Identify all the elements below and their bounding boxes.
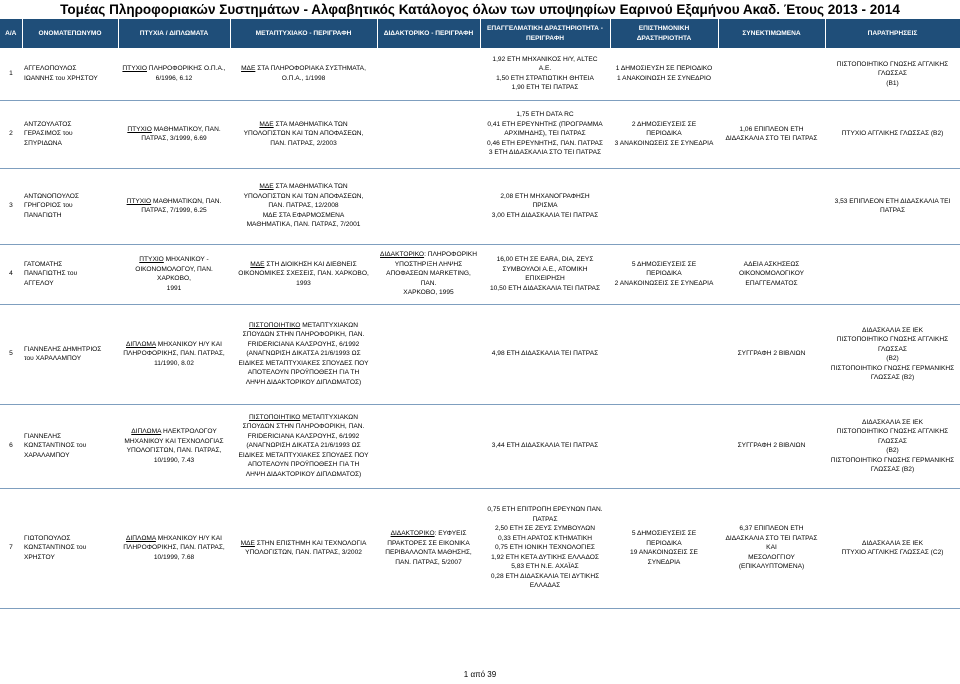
cell-professional	[480, 100, 610, 168]
degree-line: 10/1999, 7.68	[153, 553, 195, 561]
name-line: ΑΓΓΕΛΟΥ	[24, 279, 54, 287]
scientific-line: 3 ΑΝΑΚΟΙΝΩΣΕΙΣ ΣΕ ΣΥΝΕΔΡΙΑ	[614, 139, 714, 147]
cell-professional	[480, 168, 610, 244]
professional-line: 0,75 ΕΤΗ ΙΟΝΙΚΗ ΤΕΧΝΟΛΟΓΙΕΣ	[494, 544, 596, 552]
degree-line: ΜΗΧΑΝΙΚΟΥ ΚΑΙ ΤΕΧΝΟΛΟΓΙΑΣ	[124, 437, 224, 445]
phd-type: ΔΙΔΑΚΤΟΡΙΚΟ	[390, 530, 435, 537]
scientific-line: ΠΕΡΙΟΔΙΚΑ	[646, 130, 682, 138]
header-row	[0, 19, 960, 48]
masters-type: ΠΙΣΤΟΠΟΙΗΤΙΚΟ	[249, 413, 301, 421]
masters-text: ΜΕΤΑΠΤΥΧΙΑΚΩΝ	[300, 321, 358, 329]
masters-line: ΕΙΔΙΚΕΣ ΜΕΤΑΠΤΥΧΙΑΚΕΣ ΣΠΟΥΔΕΣ ΠΟΥ	[238, 359, 369, 367]
scientific-line: 19 ΑΝΑΚΟΙΝΩΣΕΙΣ ΣΕ	[630, 549, 698, 556]
masters-line: ΠΑΝ. ΠΑΤΡΑΣ, 2/2003	[270, 139, 337, 147]
professional-line: 4,98 ΕΤΗ ΔΙΔΑΣΚΑΛΙΑ ΤΕΙ ΠΑΤΡΑΣ	[491, 350, 599, 358]
table-row	[0, 168, 960, 244]
considered-line: ΔΙΔΑΣΚΑΛΙΑ ΣΤΟ ΤΕΙ ΠΑΤΡΑΣ ΚΑΙ	[725, 534, 818, 552]
remarks-line: ΔΙΔΑΣΚΑΛΙΑ ΣΕ ΙΕΚ	[862, 539, 923, 547]
masters-line	[232, 120, 375, 130]
masters-line: ΥΠΟΛΟΓΙΣΤΩΝ ΚΑΙ ΤΩΝ ΑΠΟΦΑΣΕΩΝ,	[243, 192, 364, 200]
cell-phd	[377, 100, 480, 168]
professional-line: Α.Ε.	[538, 65, 552, 73]
degree-line: 6/1996, 6.12	[155, 74, 193, 82]
considered-line: ΜΕΣΟΛΟΓΓΙΟΥ	[748, 553, 795, 561]
masters-line	[232, 64, 375, 74]
considered-line: ΟΙΚΟΝΟΜΟΛΟΓΙΚΟΥ	[738, 270, 805, 278]
cell-scientific	[610, 404, 718, 488]
phd-text: : ΕΥΦΥΕΙΣ	[434, 530, 467, 537]
name-line: του ΧΑΡΑΛΑΜΠΟΥ	[24, 355, 82, 362]
cell-scientific	[610, 488, 718, 608]
professional-line: 0,75 ΕΤΗ ΕΠΙΤΡΟΠΗ ΕΡΕΥΝΩΝ ΠΑΝ.	[487, 506, 603, 514]
cell-considered	[718, 168, 825, 244]
cell-remarks	[825, 404, 960, 488]
cell-professional	[480, 404, 610, 488]
remarks-line: 3,53 ΕΠΙΠΛΕΟΝ ΕΤΗ ΔΙΔΑΣΚΑΛΙΑ ΤΕΙ ΠΑΤΡΑΣ	[834, 197, 951, 214]
considered-line: ΣΥΓΓΡΑΦΗ 2 ΒΙΒΛΙΩΝ	[737, 442, 806, 450]
name-line: ΓΕΡΑΣΙΜΟΣ του	[24, 130, 73, 138]
scientific-line: ΣΥΝΕΔΡΙΑ	[647, 558, 681, 566]
scientific-line: 5 ΔΗΜΟΣΙΕΥΣΕΙΣ ΣΕ	[631, 530, 697, 537]
masters-line: ΑΠΟΤΕΛΟΥΝ ΠΡΟΫΠΟΘΕΣΗ ΓΙΑ ΤΗ	[247, 461, 360, 469]
cell-considered	[718, 100, 825, 168]
cell-degree	[118, 404, 230, 488]
degree-type: ΠΤΥΧΙΟ	[127, 125, 152, 133]
cell-phd	[377, 304, 480, 404]
cell-index: 2	[0, 100, 22, 168]
scientific-line: ΠΕΡΙΟΔΙΚΑ	[646, 539, 682, 547]
cell-considered	[718, 244, 825, 304]
scientific-line: 1 ΔΗΜΟΣΙΕΥΣΗ ΣΕ ΠΕΡΙΟΔΙΚΟ	[615, 65, 713, 73]
phd-line	[379, 529, 478, 539]
name-line: ΑΝΤΖΟΥΛΑΤΟΣ	[24, 120, 72, 128]
considered-line: 1,06 ΕΠΙΠΛΕΟΝ ΕΤΗ	[739, 125, 804, 133]
considered-line: ΑΔΕΙΑ ΑΣΚΗΣΕΩΣ	[743, 260, 800, 268]
degree-line: 1991	[166, 284, 182, 292]
cell-remarks	[825, 304, 960, 404]
cell-index: 4	[0, 244, 22, 304]
remarks-line: ΠΙΣΤΟΠΟΙΗΤΙΚΟ ΓΝΩΣΗΣ ΑΓΓΛΙΚΗΣ ΓΛΩΣΣΑΣ	[836, 428, 949, 445]
header-cell: ΟΝΟΜΑΤΕΠΩΝΥΜΟ	[22, 19, 118, 48]
degree-text: ΜΑΘΗΜΑΤΙΚΟΥ, ΠΑΝ.	[151, 125, 221, 133]
professional-line: 0,28 ΕΤΗ ΔΙΔΑΣΚΑΛΙΑ ΤΕΙ ΔΥΤΙΚΗΣ	[490, 572, 600, 580]
degree-text: ΜΗΧΑΝΙΚΟΥ Η/Υ ΚΑΙ	[155, 340, 222, 348]
header-cell: Α/Α	[0, 19, 22, 48]
masters-line: ΕΙΔΙΚΕΣ ΜΕΤΑΠΤΥΧΙΑΚΕΣ ΣΠΟΥΔΕΣ ΠΟΥ	[238, 451, 369, 459]
name-line: ΑΝΤΩΝΟΠΟΥΛΟΣ	[24, 192, 79, 200]
masters-line	[232, 539, 375, 549]
professional-line: 3,44 ΕΤΗ ΔΙΔΑΣΚΑΛΙΑ ΤΕΙ ΠΑΤΡΑΣ	[491, 442, 599, 450]
masters-text: ΣΤΗ ΔΙΟΙΚΗΣΗ ΚΑΙ ΔΙΕΘΝΕΙΣ	[264, 260, 357, 268]
masters-line: ΣΠΟΥΔΩΝ ΣΤΗΝ ΠΛΗΡΟΦΟΡΙΚΗ, ΠΑΝ.	[242, 423, 365, 431]
header-cell: ΣΥΝΕΚΤΙΜΩΜΕΝΑ	[718, 19, 825, 48]
masters-line: FRIDERICIANA ΚΑΛΣΡΟΥΗΣ, 6/1992	[247, 340, 360, 348]
masters-line	[232, 182, 375, 192]
degree-line: 11/1990, 8.02	[154, 359, 194, 367]
cell-phd	[377, 168, 480, 244]
masters-type: ΜΔΕ	[241, 65, 256, 73]
masters-type: ΜΔΕ	[250, 260, 265, 268]
masters-line: ΥΠΟΛΟΓΙΣΤΩΝ ΚΑΙ ΤΩΝ ΑΠΟΦΑΣΕΩΝ,	[243, 130, 364, 138]
name-line: ΓΙΑΝΝΕΛΗΣ ΔΗΜΗΤΡΙΟΣ	[24, 345, 102, 353]
cell-scientific	[610, 304, 718, 404]
degree-text: ΗΛΕΚΤΡΟΛΟΓΟΥ	[161, 428, 217, 435]
cell-index: 3	[0, 168, 22, 244]
cell-masters	[230, 244, 377, 304]
masters-line: ΠΑΝ. ΠΑΤΡΑΣ, 12/2008	[268, 202, 339, 210]
phd-line: ΠΑΝ. ΠΑΤΡΑΣ, 5/2007	[395, 558, 462, 566]
professional-line: 10,50 ΕΤΗ ΔΙΔΑΣΚΑΛΙΑ ΤΕΙ ΠΑΤΡΑΣ	[489, 284, 601, 292]
professional-line: 2,08 ΕΤΗ ΜΗΧΑΝΟΓΡΑΦΗΣΗ	[500, 192, 590, 200]
cell-remarks	[825, 488, 960, 608]
candidates-table	[0, 19, 960, 609]
cell-professional	[480, 488, 610, 608]
considered-line: ΕΠΑΓΓΕΛΜΑΤΟΣ	[745, 279, 798, 287]
cell-degree	[118, 304, 230, 404]
degree-text: ΜΗΧΑΝΙΚΟΥ -	[163, 256, 209, 263]
cell-remarks	[825, 244, 960, 304]
name-line: ΠΑΝΑΓΙΩΤΗ	[24, 211, 62, 219]
cell-name	[22, 404, 118, 488]
masters-line	[232, 260, 375, 270]
degree-line: ΠΑΤΡΑΣ, 3/1999, 6.69	[141, 135, 207, 142]
cell-professional	[480, 48, 610, 100]
degree-type: ΔΙΠΛΩΜΑ	[126, 534, 156, 542]
cell-considered	[718, 404, 825, 488]
phd-type: ΔΙΔΑΚΤΟΡΙΚΟ	[380, 251, 425, 259]
masters-text: ΣΤΑ ΠΛΗΡΟΦΟΡΙΑΚΑ ΣΥΣΤΗΜΑΤΑ,	[255, 65, 366, 73]
remarks-line: (Β1)	[886, 79, 899, 87]
page-title: Τομέας Πληροφοριακών Συστημάτων - Αλφαβητικός Κατάλογος όλων των υποψηφίων Εαρινού Εξαμήνου Ακαδ. Έτους 2013 - 2014	[60, 2, 900, 17]
cell-degree	[118, 244, 230, 304]
phd-line	[379, 250, 478, 260]
masters-line: ΜΔΕ ΣΤΑ ΕΦΑΡΜΟΣΜΕΝΑ	[262, 211, 345, 219]
degree-type: ΠΤΥΧΙΟ	[122, 65, 147, 73]
considered-line: (ΕΠΙΚΑΛΥΠΤΟΜΕΝΑ)	[738, 563, 805, 571]
professional-line: 1,75 ΕΤΗ DATA RC	[516, 111, 574, 119]
professional-line: 3 ΕΤΗ ΔΙΔΑΣΚΑΛΙΑ ΣΤΟ ΤΕΙ ΠΑΤΡΑΣ	[488, 149, 602, 157]
professional-line: 1,50 ΕΤΗ ΣΤΡΑΤΙΩΤΙΚΗ ΘΗΤΕΙΑ	[496, 74, 594, 82]
cell-masters	[230, 488, 377, 608]
cell-phd	[377, 244, 480, 304]
degree-line	[120, 125, 228, 135]
scientific-line: 2 ΑΝΑΚΟΙΝΩΣΕΙΣ ΣΕ ΣΥΝΕΔΡΙΑ	[614, 279, 714, 287]
professional-line: 1,92 ΕΤΗ ΚΕΤΑ ΔΥΤΙΚΗΣ ΕΛΛΑΔΟΣ	[491, 553, 599, 561]
name-line: ΑΓΓΕΛΟΠΟΥΛΟΣ	[24, 65, 77, 73]
degree-line	[120, 197, 228, 207]
name-line: ΠΑΝΑΓΙΩΤΗΣ του	[24, 270, 78, 278]
masters-line: 1993	[296, 279, 311, 287]
professional-line: 1,92 ΕΤΗ ΜΗΧΑΝΙΚΟΣ Η/Υ, ALTEC	[492, 55, 598, 63]
masters-line: ΜΑΘΗΜΑΤΙΚΑ, ΠΑΝ. ΠΑΤΡΑΣ, 7/2001	[246, 221, 361, 229]
cell-professional	[480, 244, 610, 304]
degree-text: ΜΑΘΗΜΑΤΙΚΩΝ, ΠΑΝ.	[151, 197, 222, 205]
cell-masters	[230, 100, 377, 168]
cell-name	[22, 304, 118, 404]
name-line: ΧΑΡΑΛΑΜΠΟΥ	[24, 451, 70, 459]
cell-scientific	[610, 48, 718, 100]
name-line: ΣΠΥΡΙΔΩΝΑ	[24, 139, 62, 147]
considered-line: ΔΙΔΑΣΚΑΛΙΑ ΣΤΟ ΤΕΙ ΠΑΤΡΑΣ	[725, 135, 818, 142]
cell-masters	[230, 48, 377, 100]
degree-type: ΔΙΠΛΩΜΑ	[131, 428, 162, 435]
degree-line: ΠΛΗΡΟΦΟΡΙΚΗΣ, ΠΑΝ. ΠΑΤΡΑΣ,	[123, 350, 225, 358]
cell-scientific	[610, 168, 718, 244]
professional-line: 5,83 ΕΤΗ Ν.Ε. ΑΧΑΪΑΣ	[511, 563, 579, 571]
degree-line	[120, 427, 228, 437]
name-line: ΙΩΑΝΝΗΣ του ΧΡΗΣΤΟΥ	[24, 74, 98, 82]
name-line: ΚΩΝΣΤΑΝΤΙΝΟΣ του	[24, 442, 87, 450]
professional-line: ΠΡΙΣΜΑ	[532, 202, 558, 210]
cell-considered	[718, 48, 825, 100]
masters-line: (ΑΝΑΓΝΩΡΙΣΗ ΔΙΚΑΤΣΑ 21/6/1993 ΩΣ	[246, 350, 361, 358]
remarks-line: ΔΙΔΑΣΚΑΛΙΑ ΣΕ ΙΕΚ	[862, 326, 923, 334]
remarks-line: (Β2)	[886, 355, 899, 362]
cell-scientific	[610, 244, 718, 304]
degree-type: ΔΙΠΛΩΜΑ	[126, 340, 156, 348]
degree-line	[120, 534, 228, 544]
cell-index: 1	[0, 48, 22, 100]
masters-text: ΣΤΗΝ ΕΠΙΣΤΗΜΗ ΚΑΙ ΤΕΧΝΟΛΟΓΙΑ	[254, 539, 367, 547]
masters-type: ΜΔΕ	[240, 539, 255, 547]
professional-line: ΠΑΤΡΑΣ	[532, 515, 558, 523]
degree-line: 10/1990, 7.43	[153, 456, 195, 464]
scientific-line: ΠΕΡΙΟΔΙΚΑ	[646, 270, 682, 278]
remarks-line: ΠΙΣΤΟΠΟΙΗΤΙΚΟ ΓΝΩΣΗΣ ΑΓΓΛΙΚΗΣ ΓΛΩΣΣΑΣ	[836, 336, 949, 353]
masters-line	[232, 413, 375, 423]
degree-line: ΟΙΚΟΝΟΜΟΛΟΓΟΥ, ΠΑΝ. ΧΑΡΚΟΒΟ,	[135, 265, 213, 282]
remarks-line: ΠΤΥΧΙΟ ΑΓΓΛΙΚΗΣ ΓΛΩΣΣΑΣ (C2)	[841, 549, 944, 556]
professional-line: 0,46 ΕΤΗ ΕΡΕΥΝΗΤΗΣ, ΠΑΝ. ΠΑΤΡΑΣ	[487, 139, 603, 147]
professional-line: 3,00 ΕΤΗ ΔΙΔΑΣΚΑΛΙΑ ΤΕΙ ΠΑΤΡΑΣ	[491, 211, 599, 219]
considered-line: 6,37 ΕΠΙΠΛΕΟΝ ΕΤΗ	[739, 525, 804, 533]
remarks-line: ΔΙΔΑΣΚΑΛΙΑ ΣΕ ΙΕΚ	[862, 418, 923, 426]
masters-text: ΣΤΑ ΜΑΘΗΜΑΤΙΚΑ ΤΩΝ	[273, 120, 348, 128]
cell-index: 6	[0, 404, 22, 488]
degree-line	[120, 340, 228, 350]
cell-remarks	[825, 100, 960, 168]
cell-name	[22, 100, 118, 168]
cell-remarks	[825, 48, 960, 100]
table-row	[0, 404, 960, 488]
table-row	[0, 488, 960, 608]
cell-name	[22, 48, 118, 100]
professional-line: ΕΛΛΑΔΑΣ	[529, 582, 561, 590]
cell-considered	[718, 488, 825, 608]
phd-line: ΧΑΡΚΟΒΟ, 1995	[403, 289, 454, 297]
remarks-line: ΠΤΥΧΙΟ ΑΓΓΛΙΚΗΣ ΓΛΩΣΣΑΣ (Β2)	[841, 130, 944, 138]
degree-type: ΠΤΥΧΙΟ	[126, 197, 152, 205]
professional-line: 1,90 ΕΤΗ ΤΕΙ ΠΑΤΡΑΣ	[511, 84, 579, 92]
cell-phd	[377, 404, 480, 488]
cell-phd	[377, 488, 480, 608]
page-number: 1 από 39	[463, 670, 497, 679]
masters-text: ΜΕΤΑΠΤΥΧΙΑΚΩΝ	[300, 413, 358, 421]
remarks-line: ΓΛΩΣΣΑΣ (Β2)	[870, 466, 915, 473]
scientific-line: 5 ΔΗΜΟΣΙΕΥΣΕΙΣ ΣΕ	[631, 260, 697, 268]
header-cell: ΔΙΔΑΚΤΟΡΙΚΟ - ΠΕΡΙΓΡΑΦΗ	[377, 19, 480, 48]
table-row	[0, 244, 960, 304]
cell-considered	[718, 304, 825, 404]
remarks-line: ΠΙΣΤΟΠΟΙΗΤΙΚΟ ΓΝΩΣΗΣ ΑΓΓΛΙΚΗΣ ΓΛΩΣΣΑΣ	[836, 60, 949, 77]
masters-type: ΜΔΕ	[259, 120, 274, 128]
professional-line: ΑΡΧΙΜΗΔΗΣ), ΤΕΙ ΠΑΤΡΑΣ	[504, 130, 586, 138]
considered-line: ΣΥΓΓΡΑΦΗ 2 ΒΙΒΛΙΩΝ	[737, 350, 806, 358]
table-body	[0, 48, 960, 608]
name-line: ΓΙΩΤΟΠΟΥΛΟΣ	[24, 534, 71, 542]
cell-degree	[118, 488, 230, 608]
professional-line: 0,41 ΕΤΗ ΕΡΕΥΝΗΤΗΣ (ΠΡΟΓΡΑΜΜΑ	[487, 120, 603, 128]
cell-degree	[118, 168, 230, 244]
scientific-line: 2 ΔΗΜΟΣΙΕΥΣΕΙΣ ΣΕ	[631, 120, 697, 128]
degree-text: ΜΗΧΑΝΙΚΟΥ Η/Υ ΚΑΙ	[155, 534, 222, 542]
name-line: ΚΩΝΣΤΑΝΤΙΝΟΣ του	[24, 544, 87, 552]
masters-text: ΣΤΑ ΜΑΘΗΜΑΤΙΚΑ ΤΩΝ	[273, 183, 348, 191]
cell-masters	[230, 404, 377, 488]
masters-type: ΜΔΕ	[259, 183, 274, 191]
degree-line: ΠΛΗΡΟΦΟΡΙΚΗΣ, ΠΑΝ. ΠΑΤΡΑΣ,	[123, 544, 225, 552]
masters-line: ΑΠΟΤΕΛΟΥΝ ΠΡΟΫΠΟΘΕΣΗ ΓΙΑ ΤΗ	[247, 369, 360, 377]
phd-text: : ΠΛΗΡΟΦΟΡΙΚΗ	[424, 251, 477, 259]
professional-line: ΕΠΙΧΕΙΡΗΣΗ	[525, 275, 565, 282]
cell-index: 7	[0, 488, 22, 608]
degree-line: ΥΠΟΛΟΓΙΣΤΩΝ, ΠΑΝ. ΠΑΤΡΑΣ,	[126, 447, 222, 454]
cell-phd	[377, 48, 480, 100]
remarks-line: ΓΛΩΣΣΑΣ (Β2)	[870, 374, 915, 381]
table-row	[0, 304, 960, 404]
phd-line: ΠΕΡΙΒΑΛΛΟΝΤΑ ΜΑΘΗΣΗΣ,	[385, 549, 472, 556]
cell-name	[22, 168, 118, 244]
remarks-line: ΠΙΣΤΟΠΟΙΗΤΙΚΟ ΓΝΩΣΗΣ ΓΕΡΜΑΝΙΚΗΣ	[830, 456, 955, 464]
name-line: ΓΡΗΓΟΡΙΟΣ του	[24, 202, 73, 210]
cell-professional	[480, 304, 610, 404]
degree-type: ΠΤΥΧΙΟ	[139, 256, 164, 263]
phd-line: ΥΠΟΣΤΗΡΙΞΗ ΛΗΨΗΣ	[394, 260, 463, 268]
cell-name	[22, 488, 118, 608]
header-cell: ΕΠΑΓΓΕΛΜΑΤΙΚΗ ΔΡΑΣΤΗΡΙΟΤΗΤΑ - ΠΕΡΙΓΡΑΦΗ	[480, 19, 610, 48]
masters-line: ΣΠΟΥΔΩΝ ΣΤΗΝ ΠΛΗΡΟΦΟΡΙΚΗ, ΠΑΝ.	[242, 331, 365, 339]
name-line: ΧΡΗΣΤΟΥ	[24, 553, 55, 561]
cell-remarks	[825, 168, 960, 244]
scientific-line: 1 ΑΝΑΚΟΙΝΩΣΗ ΣΕ ΣΥΝΕΔΡΙΟ	[617, 74, 711, 82]
table-row	[0, 100, 960, 168]
degree-line	[120, 64, 228, 74]
cell-masters	[230, 304, 377, 404]
masters-line: ΛΗΨΗ ΔΙΔΑΚΤΟΡΙΚΟΥ ΔΙΠΛΩΜΑΤΟΣ)	[245, 470, 362, 478]
masters-line	[232, 321, 375, 331]
degree-line	[120, 255, 228, 265]
cell-name	[22, 244, 118, 304]
remarks-line: ΠΙΣΤΟΠΟΙΗΤΙΚΟ ΓΝΩΣΗΣ ΓΕΡΜΑΝΙΚΗΣ	[830, 364, 955, 372]
name-line: ΓΙΑΝΝΕΛΗΣ	[24, 432, 62, 440]
table-row	[0, 48, 960, 100]
masters-line: ΟΙΚΟΝΟΜΙΚΕΣ ΣΧΕΣΕΙΣ, ΠΑΝ. ΧΑΡΚΟΒΟ,	[238, 270, 369, 278]
name-line: ΓΑΤΟΜΑΤΗΣ	[24, 260, 63, 268]
masters-line: (ΑΝΑΓΝΩΡΙΣΗ ΔΙΚΑΤΣΑ 21/6/1993 ΩΣ	[246, 442, 361, 450]
professional-line: 16,00 ΕΤΗ ΣΕ EARA, DIA, ΖΕΥΣ	[496, 256, 594, 263]
cell-index: 5	[0, 304, 22, 404]
professional-line: 2,50 ΕΤΗ ΣΕ ΖΕΥΣ ΣΥΜΒΟΥΛΩΝ	[494, 525, 595, 533]
masters-line: FRIDERICIANA ΚΑΛΣΡΟΥΗΣ, 6/1992	[247, 432, 360, 440]
degree-line: ΠΑΤΡΑΣ, 7/1999, 6.25	[141, 207, 207, 214]
professional-line: ΣΥΜΒΟΥΛΟΙ Α.Ε., ΑΤΟΜΙΚΗ	[502, 265, 588, 273]
header-cell: ΠΤΥΧΙΑ / ΔΙΠΛΩΜΑΤΑ	[118, 19, 230, 48]
degree-text: ΠΛΗΡΟΦΟΡΙΚΗΣ Ο.Π.Α.,	[146, 65, 226, 73]
header-cell: ΕΠΙΣΤΗΜΟΝΙΚΗ ΔΡΑΣΤΗΡΙΟΤΗΤΑ	[610, 19, 718, 48]
professional-line: 0,33 ΕΤΗ ΑΡΑΤΟΣ ΚΤΗΜΑΤΙΚΗ	[497, 534, 593, 542]
phd-line: ΠΡΑΚΤΟΡΕΣ ΣΕ ΕΙΚΟΝΙΚΑ	[387, 539, 470, 547]
masters-line: Ο.Π.Α., 1/1998	[281, 74, 326, 82]
masters-type: ΠΙΣΤΟΠΟΙΗΤΙΚΟ	[249, 321, 301, 329]
cell-degree	[118, 100, 230, 168]
remarks-line: (Β2)	[886, 447, 899, 454]
cell-degree	[118, 48, 230, 100]
cell-masters	[230, 168, 377, 244]
masters-line: ΛΗΨΗ ΔΙΔΑΚΤΟΡΙΚΟΥ ΔΙΠΛΩΜΑΤΟΣ)	[245, 378, 362, 386]
header-cell: ΠΑΡΑΤΗΡΗΣΕΙΣ	[825, 19, 960, 48]
cell-scientific	[610, 100, 718, 168]
masters-line: ΥΠΟΛΟΓΙΣΤΩΝ, ΠΑΝ. ΠΑΤΡΑΣ, 3/2002	[245, 549, 362, 556]
header-cell: ΜΕΤΑΠΤΥΧΙΑΚΟ - ΠΕΡΙΓΡΑΦΗ	[230, 19, 377, 48]
phd-line: ΑΠΟΦΑΣΕΩΝ MARKETING, ΠΑΝ.	[386, 270, 471, 287]
